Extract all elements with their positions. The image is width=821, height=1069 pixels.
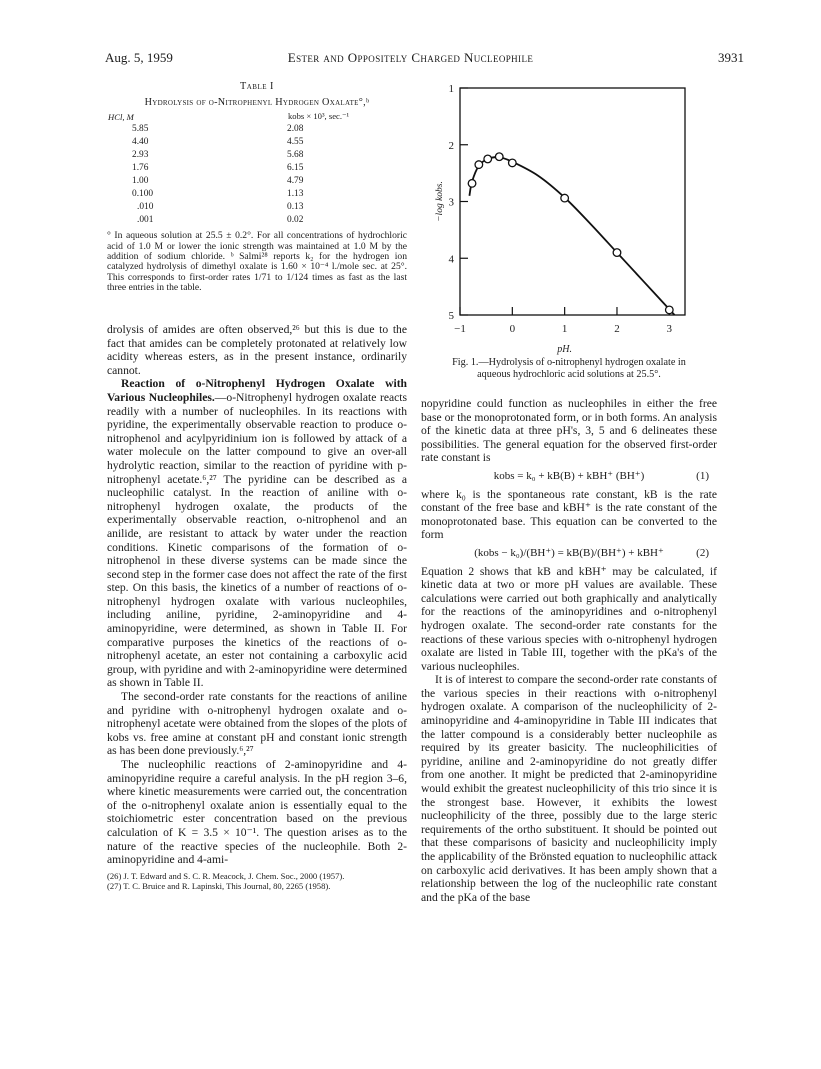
column-header-hcl: HCl, M bbox=[108, 111, 134, 122]
figure-caption bbox=[421, 357, 717, 382]
paragraph: The second-order rate constants for the reactions of aniline and pyridine with o-nitrophenyl hydrogen oxalate and o-nitrophenyl acetate were obtained from the slopes of the plots of kobs vs. free amine at constant pH and constant ionic strength as has been done previously.⁶,²⁷ bbox=[107, 690, 407, 758]
y-tick-label: 3 bbox=[448, 196, 454, 209]
equation-2 bbox=[421, 547, 717, 561]
figure-1-chart bbox=[430, 78, 720, 388]
x-tick-label: −1 bbox=[454, 323, 466, 335]
data-point bbox=[495, 153, 503, 161]
y-tick-label: 1 bbox=[448, 83, 454, 95]
paragraph bbox=[107, 377, 407, 690]
equation-2-number: (2) bbox=[696, 546, 709, 559]
paragraph-text: —o-Nitrophenyl hydrogen oxalate reacts readily with a number of nucleophiles. In its reactions with pyridine, the experimentally observable reaction to produce o-nitrophenol and acylpyridinium ion is followed by attack of a water molecule on the latter compound to give an over-all hydrolytic reaction, similar to the reaction of pyridine with p-nitrophenyl acetate.⁶,²⁷ The pyridine can be described as a nucleophilic catalyst. In the reaction of aniline with o-nitrophenyl hydrogen oxalate, the products of the experimentally observable reaction, o-nitrophenol and an anilide, are resistant to attack by water under the reaction conditions. Kinetic comparisons of the formation of o-nitrophenol in these diverse systems can be made since the second step in the former case does not affect the rate of the first step. On this basis, the kinetics of a number of reactions of o-nitrophenyl hydrogen oxalate with various nucleophiles, including aniline, pyridine, 2-aminopyridine and 4-aminopyridine, were determined, as shown in Table II. For comparative purposes the kinetics of the reactions of o-nitrophenyl acetate, an ester not containing a carboxylic acid group, with pyridine and with 2-aminopyridine were determined as shown in Table II. bbox=[107, 390, 407, 690]
y-tick-label: 4 bbox=[448, 253, 454, 266]
table-row bbox=[107, 200, 350, 213]
data-point bbox=[468, 180, 476, 188]
cell-hcl: 2.93 bbox=[132, 150, 149, 161]
references bbox=[107, 871, 407, 892]
data-point bbox=[509, 159, 517, 167]
table-row bbox=[107, 149, 350, 162]
paragraph: It is of interest to compare the second-order rate constants of the various species in their reactions with o-nitrophenyl hydrogen oxalate. A comparison of the nucleophilicity of 2-aminopyridine and 4-aminopyridine in Table III indicates that the latter compound is a considerably better nucleophile as required by its greater basicity. The nucleophilicities of pyridine, aniline and 2-aminopyridine do not greatly differ from one another. It might be predicted that 2-aminopyridine would exhibit the greatest nucleophilicity of this trio since it is the strongest base. However, it exhibits the lowest nucleophilicity of the three, possibly due to the large steric requirements of the ortho substituent. It should be pointed out that these comparisons of basicity and nucleophilicity imply the applicability of the Brönsted equation to nucleophilic attack on carboxylic acid derivatives. It has been amply shown that a relationship between the log of the nucleophilic rate constant and the pKa of the base bbox=[421, 673, 717, 904]
table-row bbox=[107, 136, 350, 149]
paragraph: drolysis of amides are often observed,²⁶ but this is due to the fact that amides can be completely protonated at relatively low acidity whereas esters, as in the present instance, ordinarily cannot. bbox=[107, 323, 407, 377]
caption-line-2: aqueous hydrochloric acid solutions at 25.5°. bbox=[477, 369, 661, 381]
x-tick-label: 2 bbox=[614, 323, 620, 335]
data-point bbox=[561, 194, 569, 202]
paragraph: Equation 2 shows that kB and kBH⁺ may be calculated, if kinetic data at two or more pH values are available. These calculations were carried out both graphically and analytically for the reactions of the aminopyridines and o-nitrophenyl hydrogen oxalate. The second-order rate constants for the reactions of these various species with o-nitrophenyl hydrogen oxalate are listed in Table III, together with the pKa's of the various nucleophiles. bbox=[421, 564, 717, 673]
reference-26: (26) J. T. Edward and S. C. R. Meacock, J. Chem. Soc., 2000 (1957). bbox=[107, 870, 345, 881]
data-table bbox=[107, 110, 350, 226]
fitted-curve bbox=[469, 157, 674, 315]
equation-1-number: (1) bbox=[696, 469, 709, 482]
table-row bbox=[107, 213, 350, 226]
caption-line-1: Fig. 1.—Hydrolysis of o-nitrophenyl hydrogen oxalate in bbox=[452, 357, 686, 368]
cell-kobs: 4.55 bbox=[287, 137, 304, 148]
y-tick-label: 5 bbox=[448, 310, 454, 322]
cell-hcl: 4.40 bbox=[132, 137, 149, 148]
paragraph: where k₀ is the spontaneous rate constant, kB is the rate constant of the free base and kBH⁺ is the rate constant of the monoprotonated base. This equation can be converted to the form bbox=[421, 487, 717, 542]
right-column bbox=[421, 397, 717, 904]
equation-2-body: (kobs − k₀)/(BH⁺) = kB(B)/(BH⁺) + kBH⁺ bbox=[474, 546, 664, 559]
x-tick-label: 3 bbox=[666, 323, 673, 335]
y-axis-label: −log kobs. bbox=[435, 181, 445, 222]
header-title: Ester and Oppositely Charged Nucleophile bbox=[287, 50, 534, 65]
reference-27: (27) T. C. Bruice and R. Lapinski, This Journal, 80, 2265 (1958). bbox=[107, 881, 331, 892]
equation-1 bbox=[421, 470, 717, 484]
cell-hcl: .001 bbox=[137, 214, 154, 225]
column-header-kobs: kobs × 10³, sec.⁻¹ bbox=[288, 111, 350, 121]
cell-kobs: 0.02 bbox=[287, 214, 304, 225]
table-row bbox=[107, 187, 350, 200]
cell-hcl: 5.85 bbox=[132, 124, 149, 135]
cell-kobs: 4.79 bbox=[287, 176, 304, 186]
table-footnote: ° In aqueous solution at 25.5 ± 0.2°. For all concentrations of hydrochloric acid of 1.0 M or lower the ionic strength was maintained at 1.0 M by the addition of sodium chloride. ᵇ Salmi²⁸ reports k₂ for the hydrogen ion catalyzed hydrolysis of dimethyl oxalate is 1.60 × 10⁻⁴ l./mole sec. at 25°. This corresponds to first-order rates 1/71 to 1/124 times as fast as the last three entries in the table. bbox=[107, 230, 407, 294]
x-tick-label: 1 bbox=[561, 323, 568, 335]
cell-hcl: 0.100 bbox=[132, 188, 154, 199]
data-point bbox=[484, 155, 492, 163]
paragraph: nopyridine could function as nucleophiles in either the free base or the monoprotonated form, or in both forms. An analysis of the kinetic data at three pH's, 3, 5 and 6 delineates these possibilities. The general equation for the observed first-order rate constant is bbox=[421, 397, 717, 465]
data-point bbox=[475, 161, 483, 169]
paragraph: The nucleophilic reactions of 2-aminopyridine and 4-aminopyridine require a careful analysis. In the pH region 3–6, where kinetic measurements were carried out, the concentration of the o-nitrophenyl oxalate anion is essentially equal to the stoichiometric ester concentration based on the previous calculation of K = 3.5 × 10⁻¹. The question arises as to the nature of the reactive species of the nucleophile. Both 2-aminopyridine and 4-ami- bbox=[107, 758, 407, 867]
data-point bbox=[666, 306, 674, 314]
left-column bbox=[107, 323, 407, 892]
cell-kobs: 1.13 bbox=[287, 188, 304, 199]
cell-kobs: 5.68 bbox=[287, 150, 304, 161]
table-title: Table I bbox=[240, 81, 274, 92]
cell-hcl: 1.00 bbox=[132, 176, 149, 186]
table-header-row bbox=[107, 110, 350, 123]
section-heading: Reaction of o-Nitrophenyl Hydrogen Oxalate with Various Nucleophiles. bbox=[107, 377, 407, 404]
cell-hcl: 1.76 bbox=[132, 163, 149, 174]
x-tick-label: 0 bbox=[509, 323, 516, 335]
plot-frame bbox=[460, 88, 685, 315]
y-tick-label: 2 bbox=[448, 139, 454, 152]
table-row bbox=[107, 162, 350, 175]
table-row bbox=[107, 175, 350, 188]
cell-hcl: .010 bbox=[137, 201, 154, 212]
header-date: Aug. 5, 1959 bbox=[105, 50, 173, 65]
data-point bbox=[613, 249, 621, 257]
header-page-number: 3931 bbox=[718, 50, 744, 65]
cell-kobs: 2.08 bbox=[287, 124, 304, 135]
cell-kobs: 6.15 bbox=[287, 163, 304, 174]
equation-1-body: kobs = k₀ + kB(B) + kBH⁺ (BH⁺) bbox=[493, 469, 645, 482]
cell-kobs: 0.13 bbox=[287, 201, 304, 212]
table-1 bbox=[107, 81, 407, 294]
table-subtitle: Hydrolysis of o-Nitrophenyl Hydrogen Oxalate°,ᵇ bbox=[144, 97, 370, 108]
x-axis-label: pH. bbox=[557, 344, 573, 355]
table-row bbox=[107, 123, 350, 136]
